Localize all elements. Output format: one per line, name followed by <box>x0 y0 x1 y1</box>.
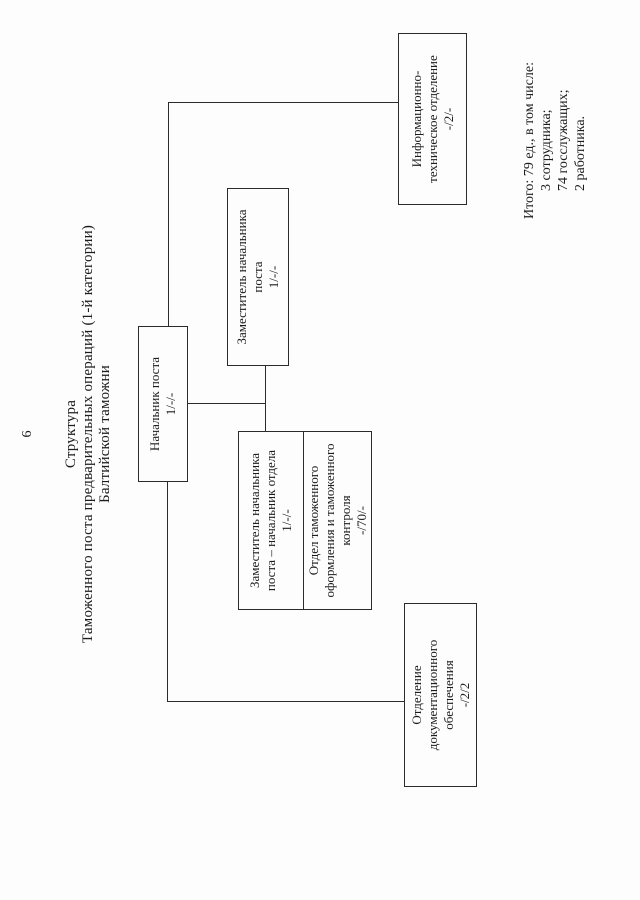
org-node-customs-dept-staff: -/70/- <box>353 506 369 535</box>
org-node-doc-support-line: Отделение <box>408 665 424 725</box>
totals-workers: 2 работника. <box>573 115 588 191</box>
connector-right-horizontal <box>168 103 169 327</box>
org-node-deputy-head-line: поста <box>250 261 265 293</box>
totals-officers: 3 сотрудника; <box>539 109 554 191</box>
org-node-it-dept-line: Информационно- <box>408 70 424 168</box>
org-node-customs-dept-line: контроля <box>337 495 353 546</box>
connector-right-vertical <box>168 102 399 103</box>
connector-center-horizontal <box>265 364 266 431</box>
org-node-it-dept-staff: -/2/- <box>440 107 456 131</box>
connector-center-vertical <box>188 403 265 404</box>
org-node-it-dept <box>398 33 467 205</box>
org-node-deputy-head <box>227 188 289 366</box>
title-line-3: Балтийской таможни <box>97 365 113 503</box>
document-title <box>63 0 114 900</box>
totals-civil-servants: 74 госслужащих; <box>556 89 571 191</box>
org-node-customs-combined <box>238 431 372 610</box>
title-line-1: Структура <box>63 399 79 469</box>
org-node-doc-support <box>404 603 477 787</box>
org-node-post-head-staff: 1/-/- <box>163 392 178 416</box>
totals-summary: Итого: 79 ед., в том числе: <box>522 62 537 219</box>
org-node-deputy-dept-head-staff: 1/-/- <box>279 509 294 532</box>
page-number: 6 <box>20 430 35 438</box>
org-node-post-head <box>138 326 188 482</box>
connector-left-vertical <box>167 701 405 702</box>
org-node-customs-dept <box>303 432 371 609</box>
org-node-doc-support-line: документационного <box>424 639 440 751</box>
org-node-deputy-head-line: Заместитель начальника <box>234 209 249 345</box>
org-node-it-dept-line: техническое отделение <box>424 55 440 183</box>
org-node-deputy-dept-head-line: Заместитель начальника <box>247 453 262 588</box>
org-node-customs-dept-line: оформления и таможенного <box>321 443 337 598</box>
org-node-post-head-title: Начальник поста <box>147 356 162 452</box>
org-node-customs-dept-line: Отдел таможенного <box>305 465 321 576</box>
org-node-deputy-dept-head-line: поста – начальник отдела <box>263 449 278 592</box>
org-node-doc-support-staff: -/2/2 <box>456 682 472 708</box>
org-node-deputy-dept-head <box>239 432 303 609</box>
org-node-deputy-head-staff: 1/-/- <box>266 265 281 289</box>
connector-left-horizontal <box>167 481 168 702</box>
totals-block <box>521 62 589 219</box>
title-line-2: Таможенного поста предварительных операций (1-й категории) <box>80 224 96 644</box>
org-node-doc-support-line: обеспечения <box>440 660 456 730</box>
